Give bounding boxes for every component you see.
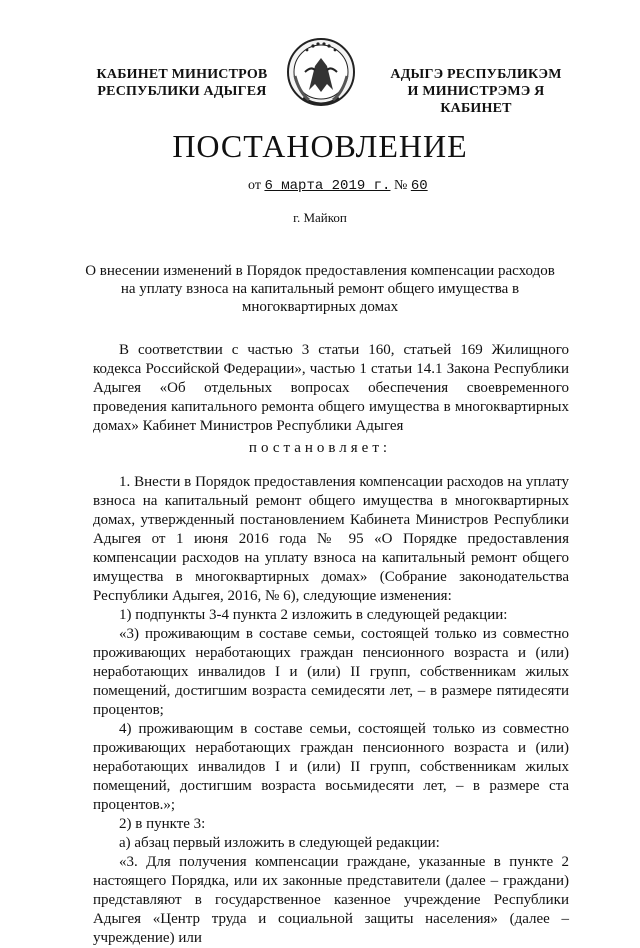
document-type-title: ПОСТАНОВЛЕНИЕ [172,128,468,164]
issuer-adyghe-line2: И МИНИСТРЭМЭ Я КАБИНЕТ [407,84,545,116]
date-value: 6 марта 2019 г. [264,178,391,194]
preamble [93,341,569,436]
preamble-text: В соответствии с частью 3 статьи 160, статьей 169 Жилищного кодекса Российской Федерации», частью 1 статьи 14.1 Закона Республики Адыгея «Об отдельных вопросах обеспечения своевременного проведения капитального ремонта общего имущества в многоквартирных домах» Кабинет Министров Республики Адыгея [93,342,569,434]
number-value: 60 [410,178,428,194]
paragraph: а) абзац первый изложить в следующей редакции: [119,835,440,851]
paragraph: 1. Внести в Порядок предоставления компенсации расходов на уплату взноса на капитальный ремонт общего имущества в многоквартирных домах, утвержденный постановлением Кабинета Министров Республики Адыгея от 1 июня 2016 года № 95 «О Порядке предоставления компенсации расходов на уплату взноса на капитальный ремонт общего имущества в многоквартирных домах» (Собрание законодательства Республики Адыгея, 2016, № 6), следующие изменения: [93,474,569,604]
issuer-adyghe-line1: АДЫГЭ РЕСПУБЛИКЭМ [390,67,562,82]
paragraph: «3) проживающим в составе семьи, состоящей только из совместно проживающих неработающих граждан пенсионного возраста и (или) неработающих инвалидов I и (или) II групп, собственникам жилых помещений, достигшим возраста семидесяти лет, – в размере пятидесяти процентов; [93,626,569,718]
city: г. Майкоп [293,210,347,225]
issuer-russian-line2: РЕСПУБЛИКИ АДЫГЕЯ [97,84,267,99]
decree-items [93,473,569,948]
coat-of-arms-emblem [285,36,357,114]
decree-word: постановляет: [248,440,392,456]
paragraph: «3. Для получения компенсации граждане, указанные в пункте 2 настоящего Порядка, или их законные представители (далее – граждани) представляют в государственное казенное учреждение Республики Адыгея «Центр труда и социальной защиты населения» (далее – учреждение) или [93,854,569,946]
paragraph: 2) в пункте 3: [119,816,206,832]
number-prefix: № [393,178,408,193]
date-prefix: от [248,178,261,193]
paragraph: 1) подпункты 3-4 пункта 2 изложить в следующей редакции: [119,607,508,623]
paragraph: 4) проживающим в составе семьи, состоящей только из совместно проживающих неработающих граждан пенсионного возраста и (или) неработающих инвалидов I и (или) II групп, собственникам жилых помещений, достигшим возраста восьмидесяти лет, – в размере ста процентов.»; [93,721,569,813]
issuer-russian-line1: КАБИНЕТ МИНИСТРОВ [96,67,268,82]
issuer-adyghe [376,66,576,117]
document-subject: О внесении изменений в Порядок предоставления компенсации расходов на уплату взноса на капитальный ремонт общего имущества в многоквартирных домах [85,263,555,315]
date-number-line [248,178,428,194]
issuer-russian [92,66,272,100]
